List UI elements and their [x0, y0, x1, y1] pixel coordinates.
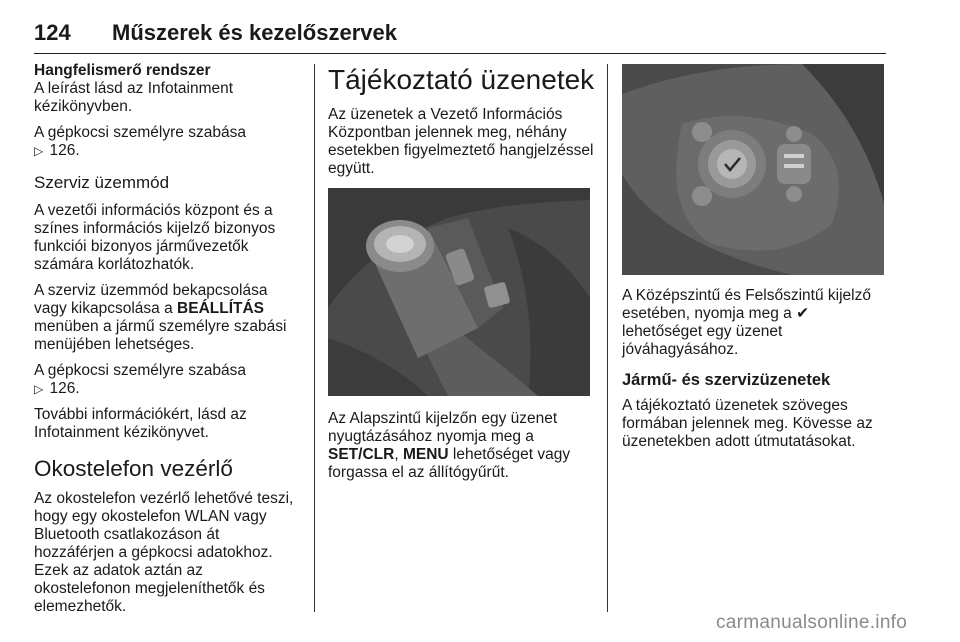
personalization-text-2: A gépkocsi személyre szabása — [34, 362, 246, 379]
steering-wheel-illustration — [622, 64, 884, 275]
mid-high-display-text — [622, 287, 890, 359]
service-text-part: menüben a jármű személyre szabási menüjében lehetséges. — [34, 318, 287, 353]
basic-text-part: lehetőséget vagy forgassa el az állítógyűrűt. — [328, 446, 571, 481]
smartphone-controller-text: Az okostelefon vezérlő lehetővé teszi, hogy egy okostelefon WLAN vagy Bluetooth csatlakozáson át hozzáférjen a gépkocsi adatokhoz. Ezek az adatok aztán az okostelefonon megjeleníthetők és elemezhetők. — [34, 490, 294, 615]
personalization-page-ref-2[interactable]: 126. — [49, 380, 80, 397]
settings-menu-label: BEÁLLÍTÁS — [177, 300, 264, 317]
voice-recognition-text: A leírást lásd az Infotainment kézikönyvben. — [34, 80, 234, 115]
service-mode-text-2 — [34, 282, 302, 354]
column-divider-1 — [314, 64, 315, 612]
vehicle-service-messages-heading: Jármű- és szervizüzenetek — [622, 371, 831, 389]
more-info-text: További információkért, lásd az Infotainment kézikönyvet. — [34, 406, 247, 441]
steering-wheel-controls-icon — [622, 64, 884, 275]
personalization-ref-2 — [34, 362, 302, 398]
page-number: 124 — [34, 20, 71, 45]
smartphone-controller-heading: Okostelefon vezérlő — [34, 456, 233, 481]
personalization-ref-1 — [34, 124, 302, 160]
basic-display-text — [328, 410, 596, 482]
personalization-text-1: A gépkocsi személyre szabása — [34, 124, 246, 141]
service-text-part: A szerviz üzemmód bekapcsolása vagy kikapcsolása a — [34, 282, 268, 317]
watermark: carmanualsonline.info — [716, 612, 908, 633]
service-mode-heading: Szerviz üzemmód — [34, 173, 170, 192]
stalk-illustration — [328, 188, 590, 396]
column-divider-2 — [607, 64, 608, 612]
column-3 — [622, 62, 890, 459]
voice-recognition-heading: Hangfelismerő rendszer — [34, 62, 211, 79]
basic-text-part: Az Alapszintű kijelzőn egy üzenet nyugtázásához nyomja meg a — [328, 410, 558, 445]
column-2 — [328, 62, 596, 490]
info-messages-text: Az üzenetek a Vezető Információs Központban jelennek meg, néhány esetekben figyelmeztető hangjelzéssel együtt. — [328, 106, 594, 177]
service-mode-text-1: A vezetői információs központ és a színes információs kijelző bizonyos funkciói bizonyos járművezetők számára korlátozhatók. — [34, 202, 276, 273]
turn-signal-stalk-icon — [328, 188, 590, 396]
personalization-page-ref-1[interactable]: 126. — [49, 142, 80, 159]
set-clr-label: SET/CLR — [328, 446, 395, 463]
basic-text-separator: , — [394, 446, 403, 463]
reference-arrow-icon: ▷ — [34, 144, 44, 158]
chapter-title: Műszerek és kezelőszervek — [112, 20, 397, 45]
column-1 — [34, 62, 302, 624]
vehicle-service-messages-text: A tájékoztató üzenetek szöveges formában jelennek meg. Kövesse az üzenetekben adott útmutatásokat. — [622, 397, 873, 450]
reference-arrow-icon: ▷ — [34, 382, 44, 396]
menu-label: MENU — [402, 446, 449, 463]
page-header — [34, 14, 886, 54]
mid-text-part: lehetőséget egy üzenet jóváhagyásához. — [622, 323, 783, 358]
mid-text-part: A Középszintű és Felsőszintű kijelző esetében, nyomja meg a — [622, 287, 871, 322]
check-mark-icon: ✔ — [796, 305, 810, 322]
info-messages-heading: Tájékoztató üzenetek — [328, 64, 595, 95]
